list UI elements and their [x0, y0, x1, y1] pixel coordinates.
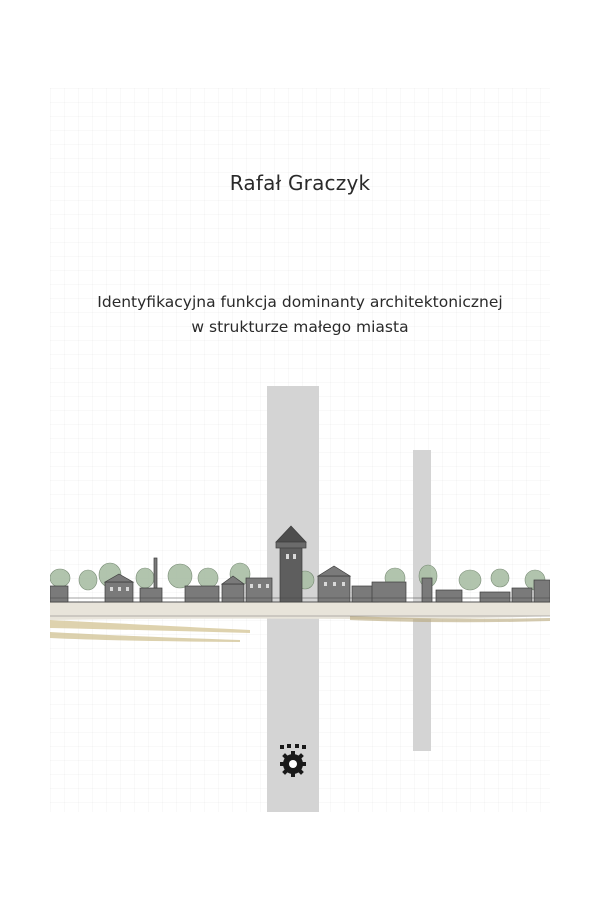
- title-line-1: Identyfikacyjna funkcja dominanty architektonicznej: [97, 293, 503, 311]
- book-title: [0, 290, 600, 340]
- gear-logo-icon: [277, 742, 309, 778]
- author-name: Rafał Graczyk: [229, 171, 371, 195]
- skyline-illustration: [50, 520, 550, 650]
- title-line-2: w strukturze małego miasta: [191, 318, 409, 336]
